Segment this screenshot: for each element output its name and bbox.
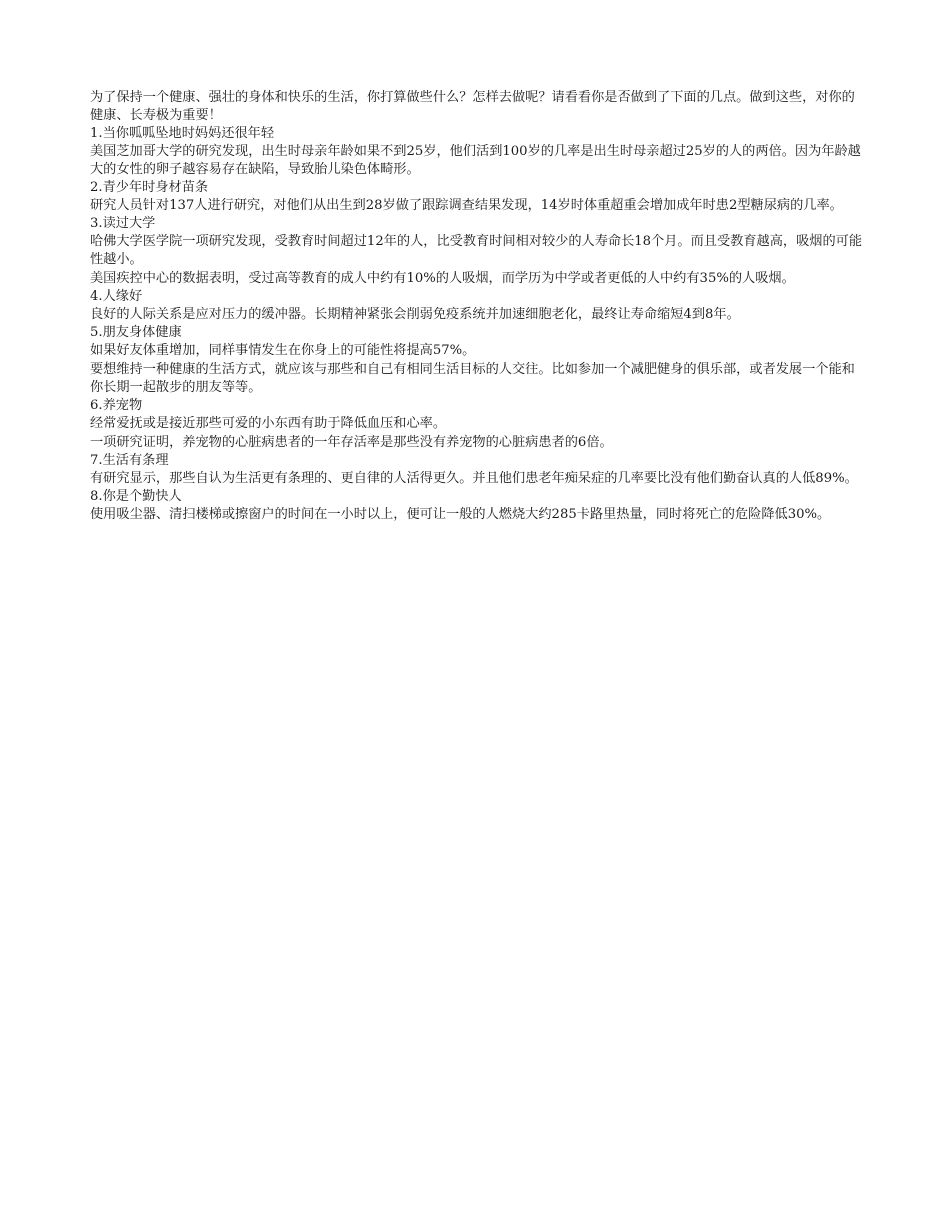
section-heading: 3.读过大学: [90, 216, 156, 231]
intro-paragraph: 为了保持一个健康、强壮的身体和快乐的生活，你打算做些什么？怎样去做呢？请看看你是否做到了下面的几点。做到这些，对你的健康、长寿极为重要！: [90, 90, 855, 123]
section-paragraph: 使用吸尘器、清扫楼梯或擦窗户的时间在一小时以上，便可让一般的人燃烧大约285卡路里热量，同时将死亡的危险降低30%。: [90, 507, 831, 522]
section-heading: 8.你是个勤快人: [90, 489, 182, 504]
section-3: [90, 215, 865, 288]
section-heading: 6.养宠物: [90, 398, 143, 413]
section-paragraph: 研究人员针对137人进行研究，对他们从出生到28岁做了跟踪调查结果发现，14岁时体重超重会增加成年时患2型糖尿病的几率。: [90, 198, 843, 213]
section-1: [90, 125, 865, 179]
section-heading: 2.青少年时身材苗条: [90, 180, 209, 195]
section-6: [90, 397, 865, 452]
section-5: [90, 324, 865, 397]
section-paragraph: 哈佛大学医学院一项研究发现，受教育时间超过12年的人，比受教育时间相对较少的人寿命长18个月。而且受教育越高，吸烟的可能性越小。: [90, 234, 863, 267]
section-heading: 4.人缘好: [90, 289, 143, 304]
section-paragraph: 有研究显示，那些自认为生活更有条理的、更自律的人活得更久。并且他们患老年痴呆症的几率要比没有他们勤奋认真的人低89%。: [90, 471, 858, 486]
section-4: [90, 288, 865, 324]
document-body: [90, 89, 865, 524]
section-heading: 1.当你呱呱坠地时妈妈还很年轻: [90, 126, 275, 141]
section-8: [90, 488, 865, 524]
section-paragraph: 一项研究证明，养宠物的心脏病患者的一年存活率是那些没有养宠物的心脏病患者的6倍。: [90, 435, 613, 450]
section-2: [90, 179, 865, 215]
section-paragraph: 经常爱抚或是接近那些可爱的小东西有助于降低血压和心率。: [90, 416, 447, 431]
section-paragraph: 良好的人际关系是应对压力的缓冲器。长期精神紧张会削弱免疫系统并加速细胞老化，最终让寿命缩短4到8年。: [90, 307, 740, 322]
section-heading: 7.生活有条理: [90, 453, 169, 468]
section-paragraph: 美国疾控中心的数据表明，受过高等教育的成人中约有10%的人吸烟，而学历为中学或者更低的人中约有35%的人吸烟。: [90, 271, 795, 286]
section-paragraph: 美国芝加哥大学的研究发现，出生时母亲年龄如果不到25岁，他们活到100岁的几率是出生时母亲超过25岁的人的两倍。因为年龄越大的女性的卵子越容易存在缺陷，导致胎儿染色体畸形。: [90, 144, 861, 177]
section-7: [90, 452, 865, 488]
section-heading: 5.朋友身体健康: [90, 325, 182, 340]
section-paragraph: 如果好友体重增加，同样事情发生在你身上的可能性将提高57%。: [90, 343, 476, 358]
section-paragraph: 要想维持一种健康的生活方式，就应该与那些和自己有相同生活目标的人交往。比如参加一个减肥健身的俱乐部，或者发展一个能和你长期一起散步的朋友等等。: [90, 362, 855, 395]
